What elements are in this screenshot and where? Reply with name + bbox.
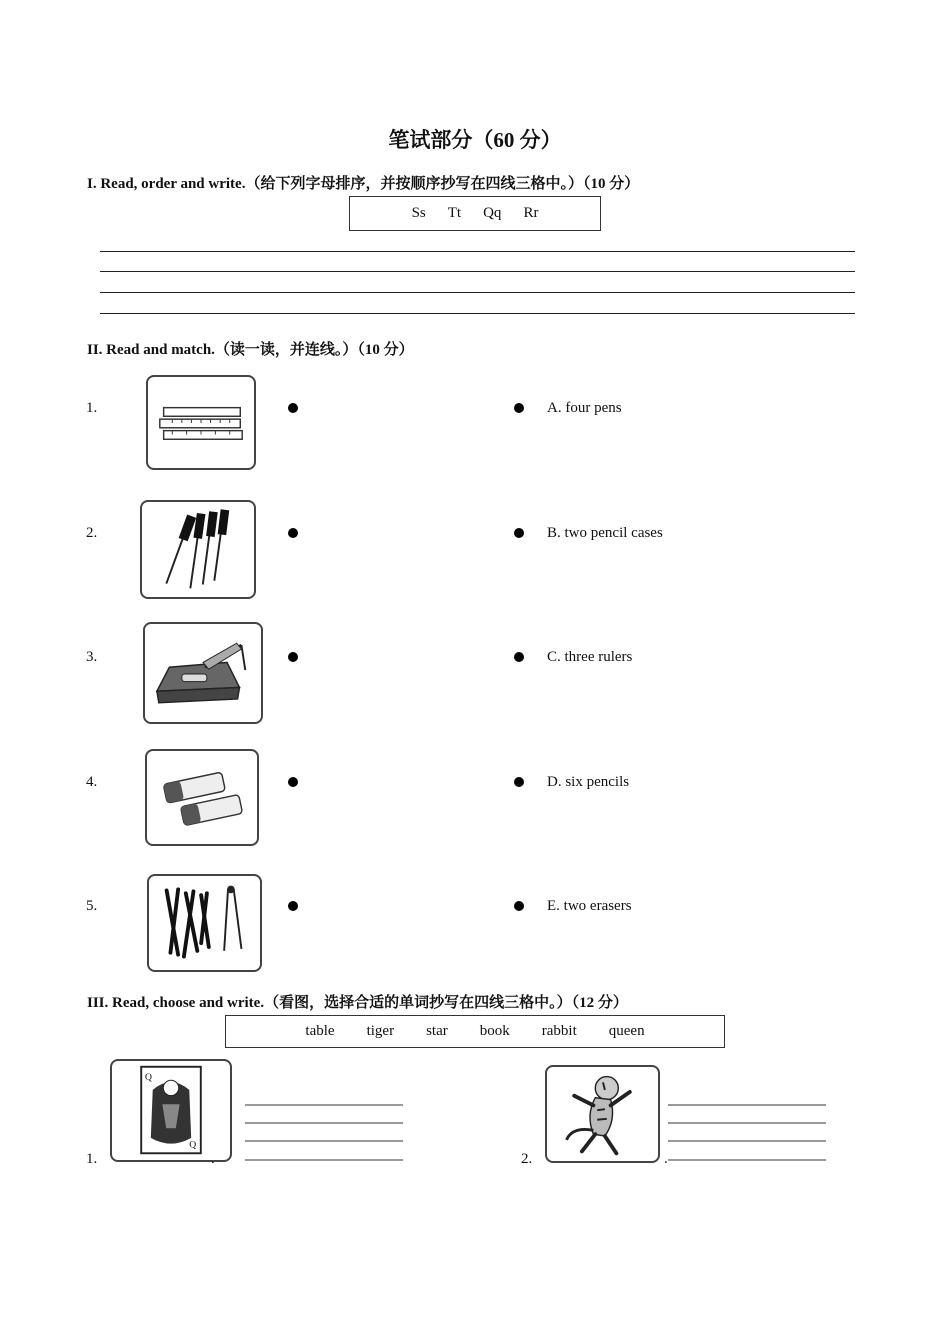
- answer-line: [245, 1122, 403, 1124]
- writing-line: [100, 313, 855, 314]
- pens-picture: [140, 500, 256, 599]
- letter-item: Tt: [447, 205, 462, 221]
- match-dot-right[interactable]: [514, 403, 524, 413]
- answer-line: [245, 1140, 403, 1142]
- erasers-picture: [145, 749, 259, 846]
- match-dot-right[interactable]: [514, 652, 524, 662]
- option-e: E. two erasers: [547, 898, 632, 914]
- match-dot-left[interactable]: [288, 777, 298, 787]
- word-item: tiger: [366, 1023, 395, 1039]
- item-number: 5.: [86, 898, 98, 914]
- word-item: star: [426, 1023, 448, 1039]
- letters-box: [349, 196, 601, 231]
- letter-item: Rr: [523, 205, 539, 221]
- match-dot-right[interactable]: [514, 777, 524, 787]
- word-item: table: [305, 1023, 335, 1039]
- item-number: 2.: [86, 525, 98, 541]
- pencils-picture: [147, 874, 262, 972]
- period-mark: .: [211, 1151, 215, 1167]
- svg-text:Q: Q: [189, 1139, 197, 1151]
- item-number: 3.: [86, 649, 98, 665]
- answer-line: [245, 1159, 403, 1161]
- item-number: 1.: [86, 1151, 98, 1167]
- writing-line: [100, 271, 855, 272]
- page-title: 笔试部分（60 分）: [388, 128, 562, 152]
- pencil-case-picture: [143, 622, 263, 724]
- answer-line: [668, 1140, 826, 1142]
- answer-line: [668, 1104, 826, 1106]
- match-dot-right[interactable]: [514, 528, 524, 538]
- letter-item: Ss: [411, 205, 426, 221]
- option-c: C. three rulers: [547, 649, 633, 665]
- writing-line: [100, 292, 855, 293]
- item-number: 2.: [521, 1151, 533, 1167]
- match-dot-left[interactable]: [288, 901, 298, 911]
- answer-line: [668, 1122, 826, 1124]
- section-3-heading: III. Read, choose and write.（看图，选择合适的单词抄写在四线三格中。）（12 分）: [87, 995, 628, 1011]
- word-item: book: [479, 1023, 510, 1039]
- writing-line: [100, 251, 855, 252]
- answer-line: [245, 1104, 403, 1106]
- answer-line: [668, 1159, 826, 1161]
- match-dot-right[interactable]: [514, 901, 524, 911]
- match-dot-left[interactable]: [288, 528, 298, 538]
- svg-text:Q: Q: [145, 1072, 153, 1084]
- word-item: queen: [608, 1023, 645, 1039]
- word-bank-box: [225, 1015, 725, 1048]
- item-number: 1.: [86, 400, 98, 416]
- tiger-picture: [545, 1065, 660, 1163]
- period-mark: .: [664, 1151, 668, 1167]
- option-b: B. two pencil cases: [547, 525, 663, 541]
- rulers-picture: [146, 375, 256, 470]
- match-dot-left[interactable]: [288, 652, 298, 662]
- letter-item: Qq: [483, 205, 502, 221]
- match-dot-left[interactable]: [288, 403, 298, 413]
- section-1-heading: I. Read, order and write.（给下列字母排序，并按顺序抄写在四线三格中。）（10 分）: [87, 176, 640, 192]
- item-number: 4.: [86, 774, 98, 790]
- queen-card-picture: [110, 1059, 232, 1162]
- option-a: A. four pens: [547, 400, 622, 416]
- word-item: rabbit: [541, 1023, 577, 1039]
- option-d: D. six pencils: [547, 774, 630, 790]
- section-2-heading: II. Read and match.（读一读，并连线。）（10 分）: [87, 342, 414, 358]
